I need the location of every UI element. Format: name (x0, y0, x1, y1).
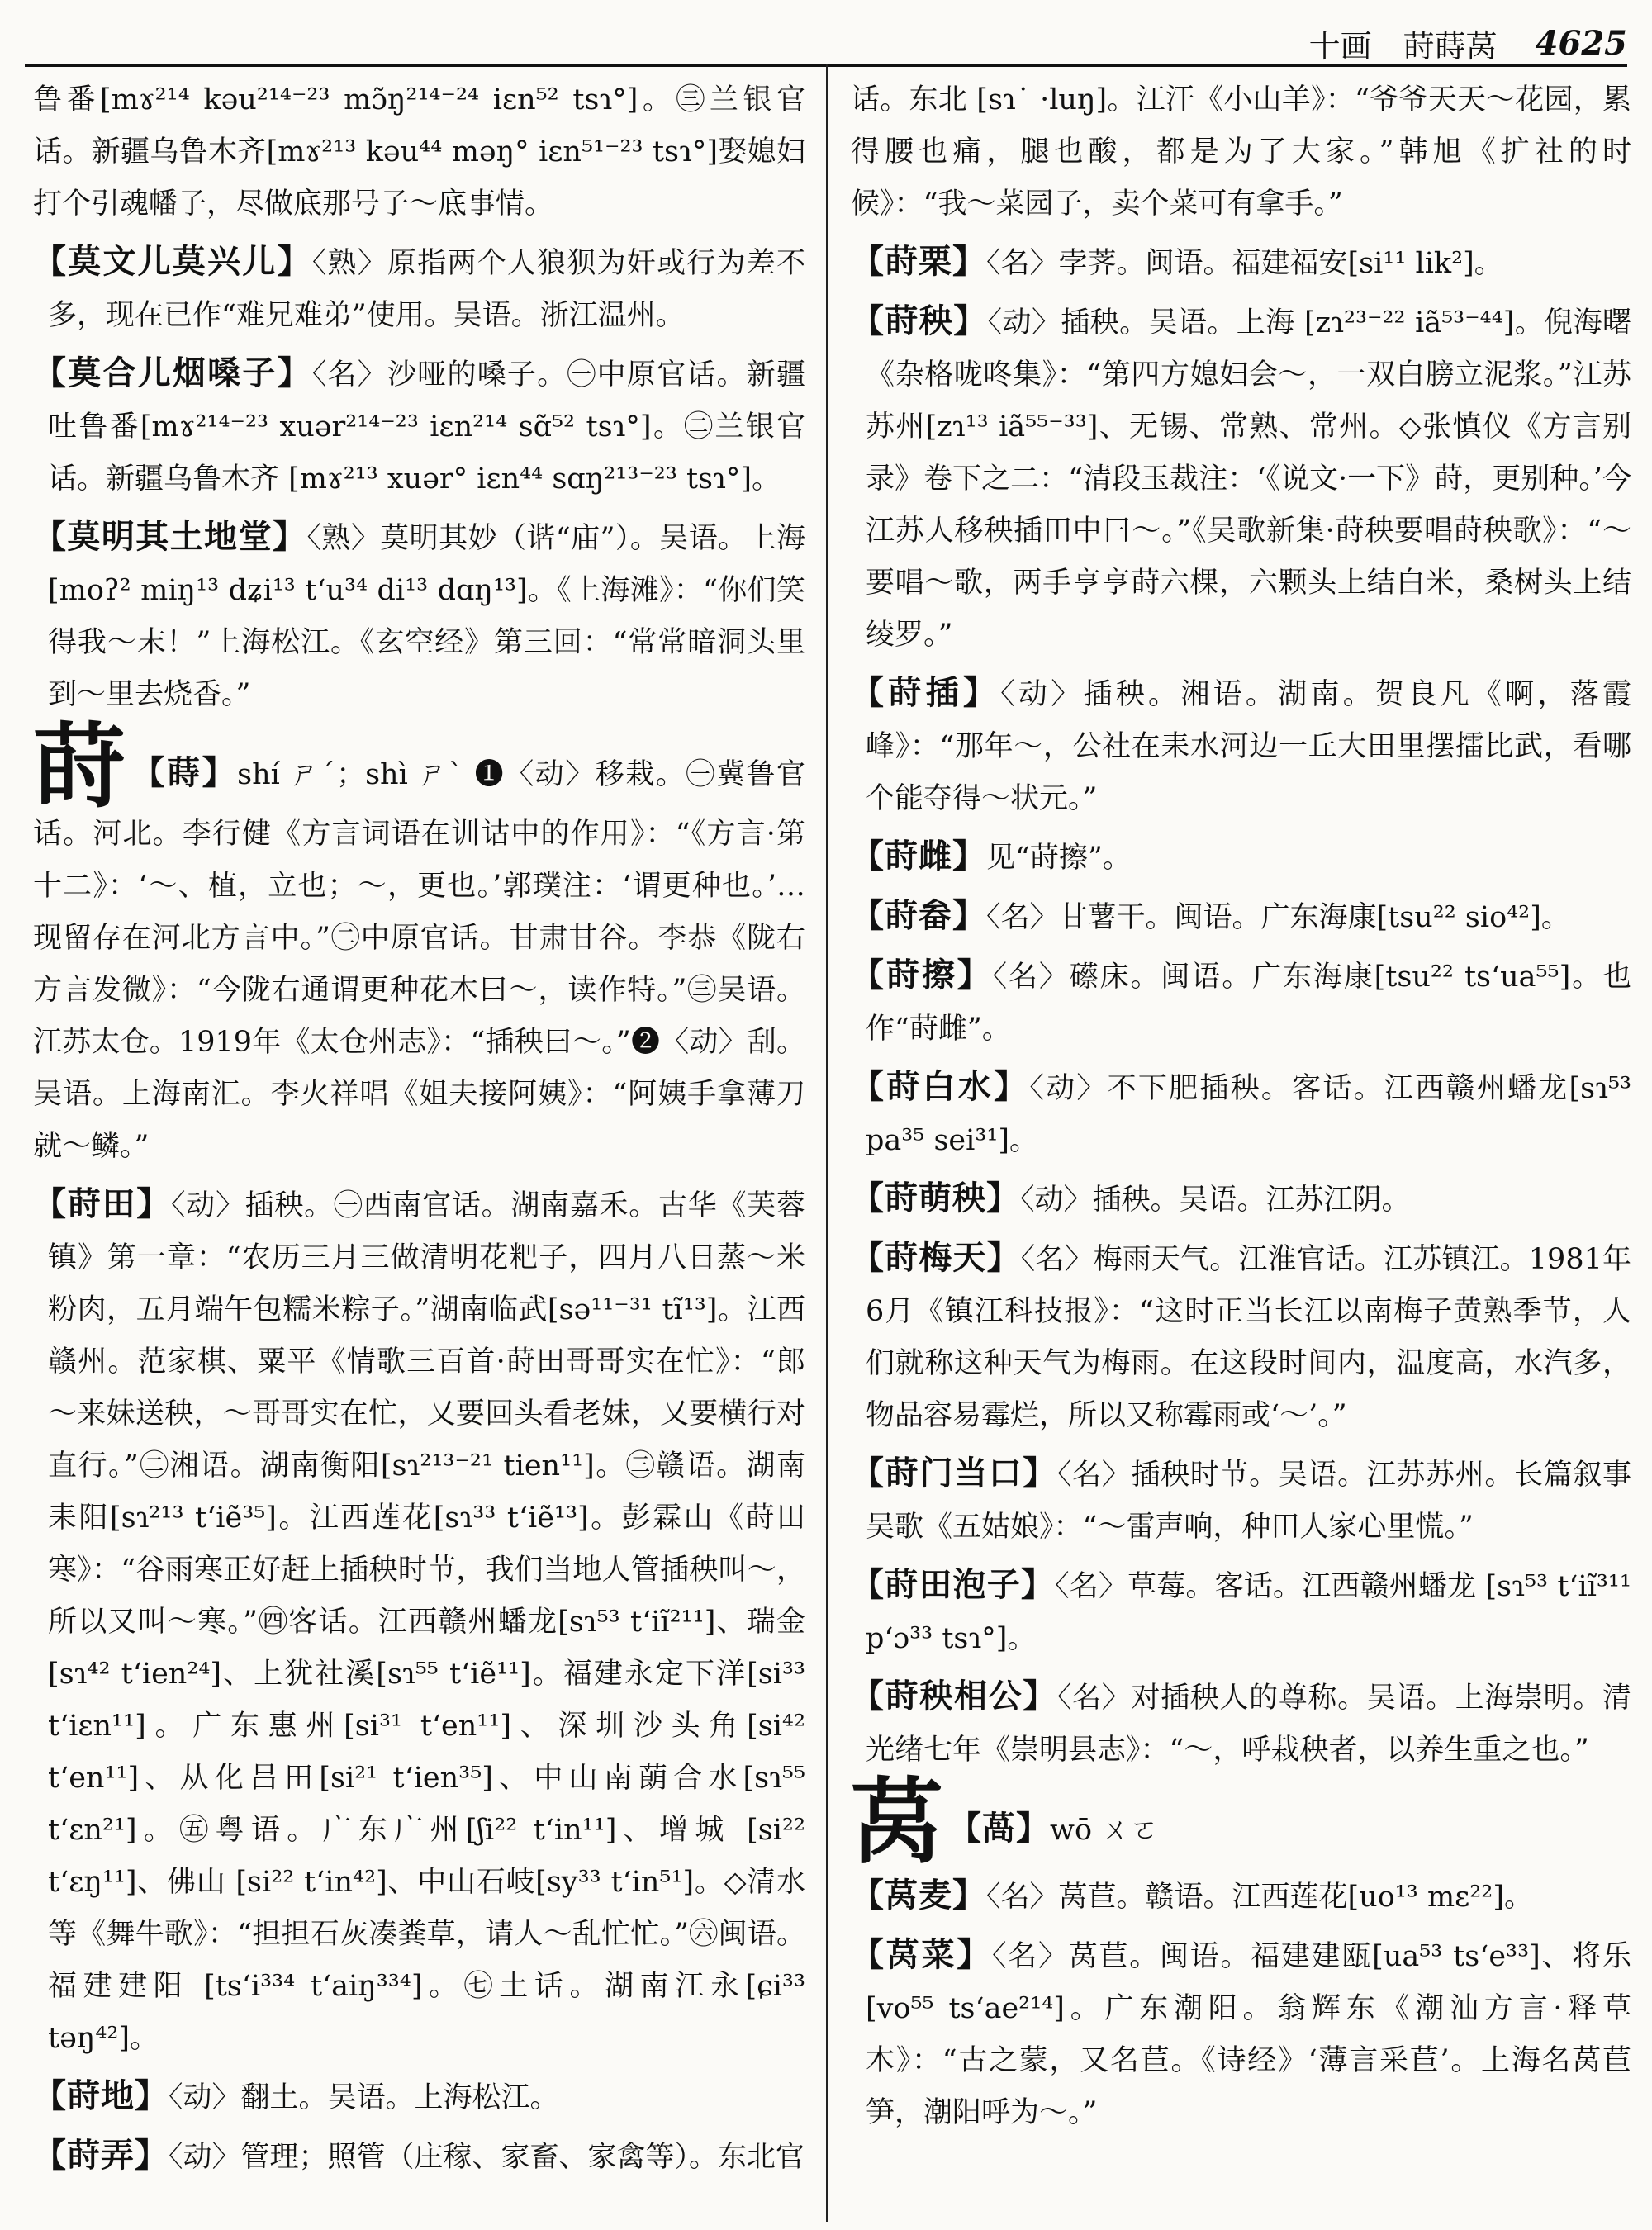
entry-definition: 〈名〉礤床。闽语。广东海康[tsu²² ts‘ua⁵⁵]。也作“莳雌”。 (866, 961, 1631, 1046)
entry-definition: 〈名〉沙哑的嗓子。㊀中原官话。新疆吐鲁番[mɤ²¹⁴⁻²³ xuər²¹⁴⁻²³ iɛn²¹⁴ sɑ̃⁵² tsɿ°]。㊁兰银官话。新疆乌鲁木齐 [mɤ²¹³ xuər° iɛn⁴⁴ sɑŋ²¹³⁻²³ tsɿ°]。 (48, 358, 805, 496)
entry-definition: 〈名〉插秧时节。吴语。江苏苏州。长篇叙事吴歌《五姑娘》：“～雷声响，种田人家心里慌。” (866, 1459, 1631, 1544)
entry-headword: 【莳弄】 (33, 2136, 169, 2175)
entry-definition: 〈名〉对插秧人的尊称。吴语。上海崇明。清光绪七年《崇明县志》：“～，呼栽秧者，以养生重之也。” (866, 1682, 1631, 1767)
dictionary-entry (851, 1172, 1631, 1226)
dictionary-entry (851, 1670, 1631, 1777)
entry-definition: 〈名〉孛荠。闽语。福建福安[si¹¹ lik²]。 (986, 247, 1503, 280)
entry-headword: 【莳栗】 (851, 242, 986, 281)
entry-headword: 【莳雌】 (851, 837, 986, 875)
entry-headword: 【莳白水】 (851, 1067, 1030, 1106)
section-title: 十画 莳蒔莴 (1308, 27, 1498, 64)
dictionary-entry (851, 667, 1631, 825)
entry-headword: 【莳地】 (33, 2076, 169, 2115)
entry-definition: 〈动〉插秧。吴语。上海 [zɿ²³⁻²² iã⁵³⁻⁴⁴]。倪海曙《杂格咙咚集》：“第四方媳妇会～，一双白膀立泥浆。”江苏苏州[zɿ¹³ iã⁵⁵⁻³³]、无锡、常熟、常州。◇张慎仪《方言别录》卷下之二：“清段玉裁注：‘《说文·一下》莳，更别种。’今江苏人移秧插田中曰～。”《吴歌新集·莳秧要唱莳秧歌》：“～要唱～歌，两手亨亨莳六棵，六颗头上结白米，桑树头上结绫罗。” (866, 306, 1631, 652)
entry-headword: 【莫明其土地堂】 (33, 517, 307, 556)
continuation-text: 鲁番[mɤ²¹⁴ kəu²¹⁴⁻²³ mɔ̃ŋ²¹⁴⁻²⁴ iɛn⁵² tsɿ°]。㊂兰银官话。新疆乌鲁木齐[mɤ²¹³ kəu⁴⁴ məŋ° iɛn⁵¹⁻²³ tsɿ°]娶媳妇打个引魂幡子，尽做底那号子～底事情。 (33, 83, 805, 221)
entry-headword: 【莳萌秧】 (851, 1179, 1020, 1217)
entry-headword: 【莳插】 (851, 673, 1001, 712)
entry-definition: 〈名〉莴苣。闽语。福建建瓯[ua⁵³ ts‘e³³]、将乐[vo⁵⁵ ts‘ae²¹⁴]。广东潮阳。翁辉东《潮汕方言·释草木》：“古之蒙，又名苣。《诗经》‘薄言采苣’。上海名莴苣笋，潮阳呼为～。” (866, 1940, 1631, 2129)
traditional-form: 【蒔】 (131, 753, 238, 792)
entry-definition: 〈动〉插秧。吴语。江苏江阴。 (1020, 1184, 1411, 1217)
dictionary-entry (851, 1869, 1631, 1924)
entry-headword: 【莫合儿烟嗓子】 (33, 353, 312, 392)
entry-definition: 〈熟〉莫明其妙（谐“庙”）。吴语。上海[moʔ² miŋ¹³ dʑi¹³ t‘u³⁴ di¹³ dɑŋ¹³]。《上海滩》：“你们笑得我～末！”上海松江。《玄空经》第三回：“常常暗洞头里到～里去烧香。” (48, 522, 805, 711)
entry-headword: 【莴菜】 (851, 1935, 992, 1974)
entry-definition: 〈名〉梅雨天气。江淮官话。江苏镇江。1981年6月《镇江科技报》：“这时正当长江以南梅子黄熟季节，人们就称这种天气为梅雨。在这段时间内，温度高，水汽多，物品容易霉烂，所以又称霉雨或‘～’。” (866, 1243, 1631, 1432)
entry-definition: 〈名〉莴苣。赣语。江西莲花[uo¹³ mɛ²²]。 (986, 1881, 1533, 1914)
dictionary-entry (851, 1929, 1631, 2139)
right-column (851, 74, 1631, 2222)
entry-definition: 〈动〉插秧。㊀西南官话。湖南嘉禾。古华《芙蓉镇》第一章：“农历三月三做清明花粑子，四月八日蒸～米粉肉，五月端午包糯米粽子。”湖南临武[sə¹¹⁻³¹ tĩ¹³]。江西赣州。范家棋、粟平《情歌三百首·莳田哥哥实在忙》：“郎～来妹送秧，～哥哥实在忙，又要回头看老妹，又要横行对直行。”㊁湘语。湖南衡阳[sɿ²¹³⁻²¹ tien¹¹]。㊂赣语。湖南耒阳[sɿ²¹³ t‘iẽ³⁵]。江西莲花[sɿ³³ t‘iẽ¹³]。彭霖山《莳田寒》：“谷雨寒正好赶上插秧时节，我们当地人管插秧叫～，所以又叫～寒。”㊃客话。江西赣州蟠龙[sɿ⁵³ t‘iĩ²¹¹]、瑞金[sɿ⁴² t‘ien²⁴]、上犹社溪[sɿ⁵⁵ t‘iẽ¹¹]。福建永定下洋[si³³ t‘iɛn¹¹]。广东惠州[si³¹ t‘en¹¹]、深圳沙头角[si⁴² t‘en¹¹]、从化吕田[si²¹ t‘ien³⁵]、中山南蓢合水[sɿ⁵⁵ t‘ɛn²¹]。㊄粤语。广东广州[ʃi²² t‘in¹¹]、增城 [si²² t‘ɛŋ¹¹]、佛山 [si²² t‘in⁴²]、中山石岐[sy³³ t‘in⁵¹]。◇清水等《舞牛歌》：“担担石灰凑粪草，请人～乱忙忙。”㊅闽语。福建建阳 [ts‘i³³⁴ t‘aiŋ³³⁴]。㊆土话。湖南江永[ɕi³³ təŋ⁴²]。 (48, 1189, 805, 2055)
entry-headword: 【莳擦】 (851, 956, 993, 994)
page-number: 4625 (1535, 23, 1627, 63)
dictionary-entry (851, 1231, 1631, 1442)
entry-definition: 〈动〉管理；照管（庄稼、家畜、家禽等）。东北官 (169, 2141, 805, 2174)
continuation-text: 话。东北 [sɿ˙ ·luŋ]。江汗《小山羊》：“爷爷天天～花园，累得腰也痛，腿也酸，都是为了大家。”韩旭《扩社的时候》：“我～菜园子，卖个菜可有拿手。” (851, 83, 1631, 221)
entry-headword: 【莳畚】 (851, 896, 986, 935)
dictionary-entry (33, 1178, 805, 2065)
entry-headword: 【莳门当口】 (851, 1454, 1057, 1492)
entry-headword: 【莳田】 (33, 1184, 171, 1223)
entry-definition: 〈名〉甘薯干。闽语。广东海康[tsu²² sio⁴²]。 (986, 901, 1570, 934)
dictionary-entry (851, 1447, 1631, 1554)
character-entry (851, 1768, 1631, 1877)
dictionary-entry (33, 510, 805, 721)
dictionary-entry (851, 1559, 1631, 1665)
main-character: 莳 (33, 713, 127, 821)
dictionary-entry (33, 235, 805, 342)
entry-headword: 【莳秧】 (851, 301, 988, 340)
entry-definition: 〈名〉草莓。客话。江西赣州蟠龙 [sɿ⁵³ t‘iĩ³¹¹ p‘ɔ³³ tsɿ°]。 (866, 1570, 1631, 1655)
dictionary-entry (851, 949, 1631, 1056)
entry-definition: wō ㄨㄛ (1050, 1814, 1160, 1847)
character-entry (33, 713, 805, 1173)
main-character: 莴 (851, 1768, 943, 1877)
entry-definition: 〈动〉翻土。吴语。上海松江。 (169, 2081, 559, 2114)
entry-headword: 【莫文儿莫兴儿】 (33, 242, 312, 281)
dictionary-entry (851, 830, 1631, 885)
left-column (33, 74, 805, 2222)
entry-definition: 〈动〉不下肥插秧。客话。江西赣州蟠龙[sɿ⁵³ pa³⁵ sei³¹]。 (866, 1072, 1631, 1157)
traditional-form: 【萵】 (948, 1809, 1050, 1848)
entry-headword: 【莳田泡子】 (851, 1565, 1056, 1604)
entry-definition: 〈动〉插秧。湘语。湖南。贺良凡《啊，落霞峰》：“那年～，公社在耒水河边一丘大田里摆擂比武，看哪个能夺得～状元。” (866, 678, 1631, 815)
column-divider (826, 64, 828, 2222)
entry-headword: 【莴麦】 (851, 1876, 986, 1914)
entry-definition: 见“莳擦”。 (986, 842, 1132, 875)
entry-headword: 【莳梅天】 (851, 1238, 1021, 1277)
dictionary-entry (851, 235, 1631, 290)
dictionary-entry (33, 2129, 805, 2184)
entry-headword: 【莳秧相公】 (851, 1677, 1057, 1715)
dictionary-entry (33, 2070, 805, 2124)
dictionary-entry (851, 890, 1631, 944)
dictionary-entry (33, 347, 805, 505)
entry-definition: 〈熟〉原指两个人狼狈为奸或行为差不多，现在已作“难兄难弟”使用。吴语。浙江温州。 (48, 247, 805, 332)
page-header (25, 18, 1627, 68)
dictionary-entry (851, 1060, 1631, 1167)
entry-definition: shí ㄕˊ；shì ㄕˋ ❶〈动〉移栽。㊀冀鲁官话。河北。李行健《方言词语在训诂中的作用》：“《方言·第十二》：‘～、植，立也；～，更也。’郭璞注：‘谓更种也。’…现留存在河北方言中。”㊁中原官话。甘肃甘谷。李恭《陇右方言发微》：“今陇右通谓更种花木曰～，读作特。”㊂吴语。江苏太仓。1919年《太仓州志》：“插秧曰～。”❷〈动〉刮。吴语。上海南汇。李火祥唱《姐夫接阿姨》：“阿姨手拿薄刀就～鳞。” (33, 758, 805, 1163)
dictionary-entry (851, 295, 1631, 662)
